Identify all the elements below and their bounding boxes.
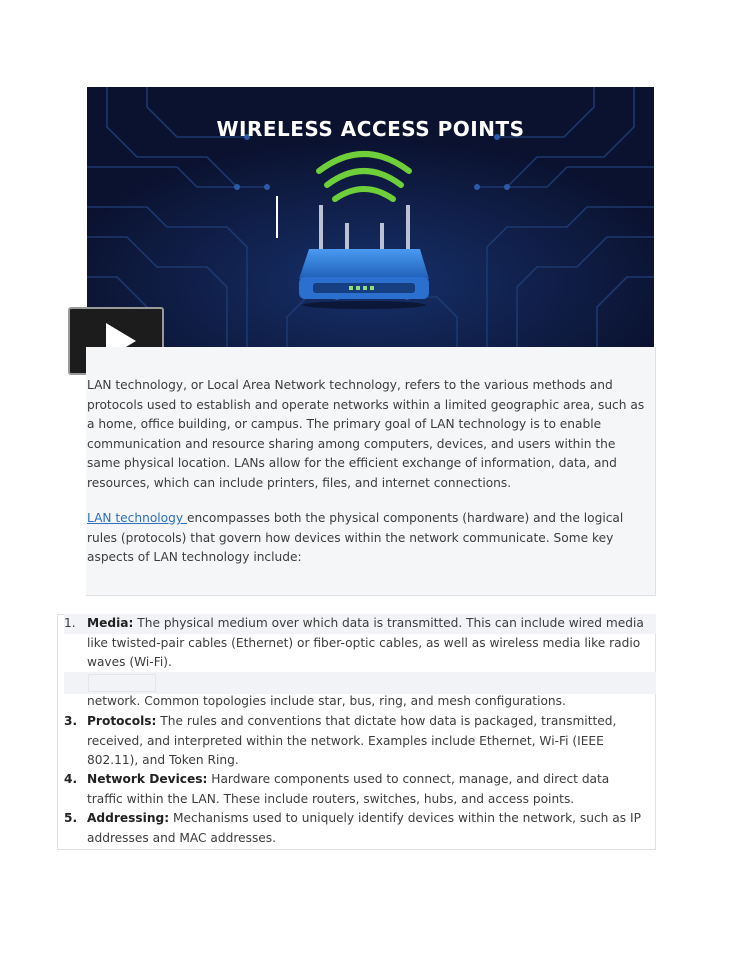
empty-table-cell — [88, 674, 156, 692]
list-item-number: 5. — [64, 811, 78, 825]
intro-paragraph: LAN technology, or Local Area Network technology, refers to the various methods and protocols used to establish and operate networks within a limited geographic area, such as a home, office building, or campus. The primary goal of LAN technology is to enable communication and resource sharing among computers, devices, and users within the same physical location. LANs allow for the efficient exchange of information, data, and resources, which can include printers, files, and internet connections. — [87, 378, 645, 490]
banner-image — [87, 87, 654, 347]
list-item-term: Protocols: — [87, 714, 157, 728]
list-item-text: Hardware components used to connect, manage, and direct data traffic within the LAN. These include routers, switches, hubs, and access points. — [87, 772, 610, 806]
text-cursor — [276, 196, 278, 238]
list-item-text: Mechanisms used to uniquely identify devices within the network, such as IP addresses and MAC addresses. — [87, 811, 641, 845]
list-item-text: The rules and conventions that dictate how data is packaged, transmitted, received, and interpreted within the network. Examples include Ethernet, Wi-Fi (IEEE 802.11), and Token Ring. — [87, 714, 617, 767]
list-item-protocols — [64, 712, 648, 771]
lan-technology-link[interactable]: LAN technology — [87, 511, 187, 525]
list-item-term: Addressing: — [87, 811, 170, 825]
banner-title: WIRELESS ACCESS POINTS — [216, 117, 525, 141]
list-item-network-devices — [64, 770, 648, 809]
list-item-topology — [64, 692, 648, 712]
list-item-term: Media: — [87, 616, 134, 630]
intro-paragraph-2-text: encompasses both the physical components (hardware) and the logical rules (protocols) that govern how devices within the network communicate. Some key aspects of LAN technology include: — [87, 511, 624, 564]
list-item-media — [64, 614, 648, 673]
list-item-addressing — [64, 809, 648, 848]
list-item-number: 3. — [64, 714, 78, 728]
list-item-text: The physical medium over which data is transmitted. This can include wired media like twisted-pair cables (Ethernet) or fiber-optic cables, as well as wireless media like radio waves (Wi-Fi). — [87, 616, 644, 669]
list-item-number: 1. — [64, 616, 76, 630]
intro-paragraph-2 — [87, 509, 647, 568]
list-item-term: Network Devices: — [87, 772, 208, 786]
list-item-number: 4. — [64, 772, 78, 786]
list-item-text: network. Common topologies include star, bus, ring, and mesh configurations. — [87, 694, 566, 708]
